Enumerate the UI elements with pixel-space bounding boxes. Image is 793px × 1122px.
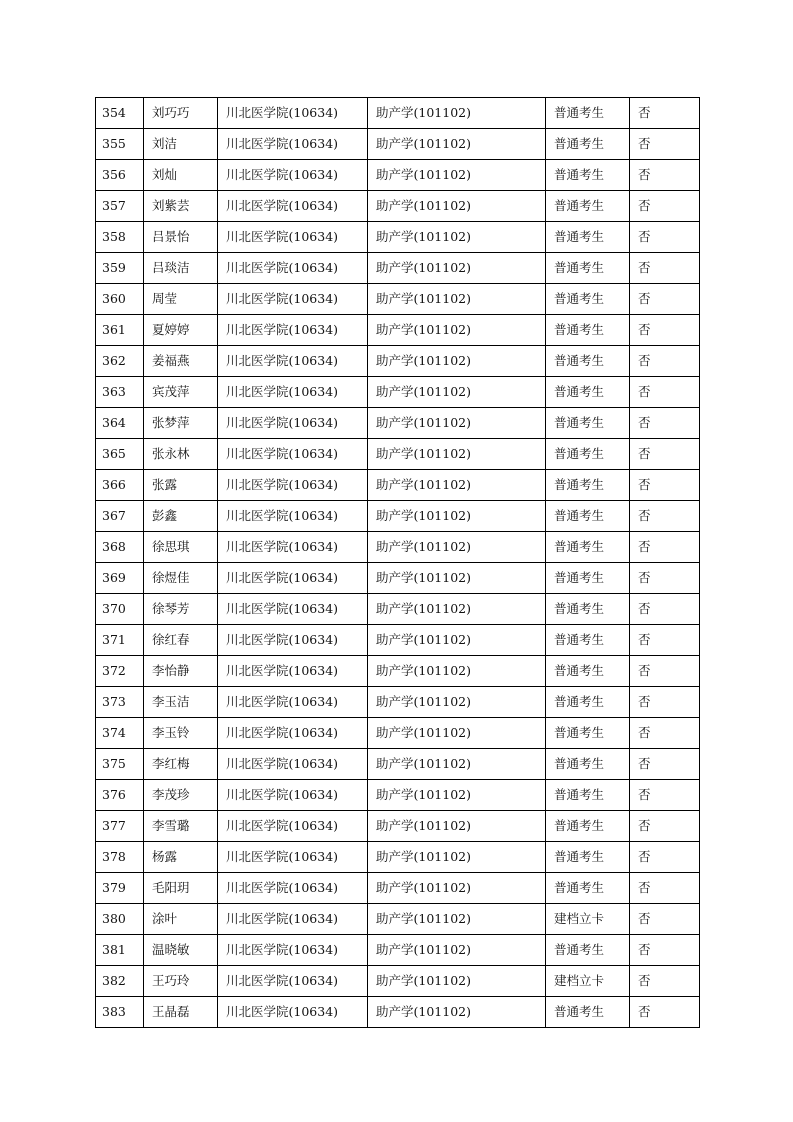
school-name: 川北医学院(10634) — [218, 563, 368, 594]
school-name: 川北医学院(10634) — [218, 532, 368, 563]
table-row — [96, 749, 700, 780]
row-number: 370 — [96, 594, 144, 625]
applicant-type: 普通考生 — [546, 501, 630, 532]
flag-value: 否 — [630, 377, 700, 408]
school-name: 川北医学院(10634) — [218, 470, 368, 501]
applicant-type: 普通考生 — [546, 346, 630, 377]
student-name: 刘紫芸 — [144, 191, 218, 222]
row-number: 354 — [96, 98, 144, 129]
row-number: 371 — [96, 625, 144, 656]
row-number: 356 — [96, 160, 144, 191]
flag-value: 否 — [630, 563, 700, 594]
flag-value: 否 — [630, 501, 700, 532]
major-name: 助产学(101102) — [368, 563, 546, 594]
school-name: 川北医学院(10634) — [218, 811, 368, 842]
flag-value: 否 — [630, 997, 700, 1028]
student-name: 李怡静 — [144, 656, 218, 687]
flag-value: 否 — [630, 222, 700, 253]
table-row — [96, 501, 700, 532]
school-name: 川北医学院(10634) — [218, 253, 368, 284]
flag-value: 否 — [630, 780, 700, 811]
table-row — [96, 563, 700, 594]
student-name: 李雪璐 — [144, 811, 218, 842]
flag-value: 否 — [630, 284, 700, 315]
table-row — [96, 408, 700, 439]
student-name: 周莹 — [144, 284, 218, 315]
table-row — [96, 625, 700, 656]
flag-value: 否 — [630, 687, 700, 718]
applicant-type: 普通考生 — [546, 377, 630, 408]
applicant-type: 普通考生 — [546, 749, 630, 780]
applicant-type: 普通考生 — [546, 129, 630, 160]
row-number: 369 — [96, 563, 144, 594]
major-name: 助产学(101102) — [368, 346, 546, 377]
flag-value: 否 — [630, 532, 700, 563]
student-name: 吕琰洁 — [144, 253, 218, 284]
row-number: 376 — [96, 780, 144, 811]
table-row — [96, 439, 700, 470]
row-number: 366 — [96, 470, 144, 501]
row-number: 358 — [96, 222, 144, 253]
student-name: 李红梅 — [144, 749, 218, 780]
applicant-type: 普通考生 — [546, 191, 630, 222]
table-row — [96, 532, 700, 563]
school-name: 川北医学院(10634) — [218, 749, 368, 780]
applicant-type: 普通考生 — [546, 222, 630, 253]
applicant-type: 普通考生 — [546, 408, 630, 439]
row-number: 363 — [96, 377, 144, 408]
school-name: 川北医学院(10634) — [218, 873, 368, 904]
table-row — [96, 935, 700, 966]
table-row — [96, 191, 700, 222]
major-name: 助产学(101102) — [368, 656, 546, 687]
applicant-type: 普通考生 — [546, 563, 630, 594]
flag-value: 否 — [630, 408, 700, 439]
student-name: 李玉铃 — [144, 718, 218, 749]
flag-value: 否 — [630, 315, 700, 346]
major-name: 助产学(101102) — [368, 687, 546, 718]
student-name: 姜福燕 — [144, 346, 218, 377]
row-number: 368 — [96, 532, 144, 563]
flag-value: 否 — [630, 966, 700, 997]
school-name: 川北医学院(10634) — [218, 129, 368, 160]
major-name: 助产学(101102) — [368, 284, 546, 315]
major-name: 助产学(101102) — [368, 315, 546, 346]
major-name: 助产学(101102) — [368, 749, 546, 780]
flag-value: 否 — [630, 749, 700, 780]
row-number: 382 — [96, 966, 144, 997]
major-name: 助产学(101102) — [368, 873, 546, 904]
student-name: 徐琴芳 — [144, 594, 218, 625]
table-row — [96, 842, 700, 873]
admission-table — [95, 97, 700, 1028]
school-name: 川北医学院(10634) — [218, 780, 368, 811]
student-name: 张永林 — [144, 439, 218, 470]
student-name: 毛阳玥 — [144, 873, 218, 904]
flag-value: 否 — [630, 625, 700, 656]
applicant-type: 普通考生 — [546, 253, 630, 284]
row-number: 355 — [96, 129, 144, 160]
major-name: 助产学(101102) — [368, 625, 546, 656]
major-name: 助产学(101102) — [368, 253, 546, 284]
table-row — [96, 594, 700, 625]
row-number: 362 — [96, 346, 144, 377]
row-number: 367 — [96, 501, 144, 532]
flag-value: 否 — [630, 98, 700, 129]
flag-value: 否 — [630, 904, 700, 935]
row-number: 360 — [96, 284, 144, 315]
school-name: 川北医学院(10634) — [218, 98, 368, 129]
student-name: 张梦萍 — [144, 408, 218, 439]
major-name: 助产学(101102) — [368, 780, 546, 811]
row-number: 357 — [96, 191, 144, 222]
major-name: 助产学(101102) — [368, 594, 546, 625]
major-name: 助产学(101102) — [368, 811, 546, 842]
major-name: 助产学(101102) — [368, 222, 546, 253]
applicant-type: 普通考生 — [546, 780, 630, 811]
row-number: 383 — [96, 997, 144, 1028]
table-row — [96, 98, 700, 129]
school-name: 川北医学院(10634) — [218, 222, 368, 253]
row-number: 375 — [96, 749, 144, 780]
table-row — [96, 470, 700, 501]
major-name: 助产学(101102) — [368, 997, 546, 1028]
row-number: 365 — [96, 439, 144, 470]
table-row — [96, 811, 700, 842]
school-name: 川北医学院(10634) — [218, 656, 368, 687]
row-number: 359 — [96, 253, 144, 284]
flag-value: 否 — [630, 129, 700, 160]
table-row — [96, 129, 700, 160]
school-name: 川北医学院(10634) — [218, 997, 368, 1028]
flag-value: 否 — [630, 346, 700, 377]
applicant-type: 普通考生 — [546, 532, 630, 563]
row-number: 380 — [96, 904, 144, 935]
table-row — [96, 253, 700, 284]
flag-value: 否 — [630, 253, 700, 284]
row-number: 378 — [96, 842, 144, 873]
table-row — [96, 780, 700, 811]
applicant-type: 普通考生 — [546, 656, 630, 687]
major-name: 助产学(101102) — [368, 532, 546, 563]
table-row — [96, 873, 700, 904]
student-name: 徐思琪 — [144, 532, 218, 563]
table-row — [96, 966, 700, 997]
school-name: 川北医学院(10634) — [218, 842, 368, 873]
applicant-type: 普通考生 — [546, 625, 630, 656]
flag-value: 否 — [630, 873, 700, 904]
flag-value: 否 — [630, 656, 700, 687]
row-number: 381 — [96, 935, 144, 966]
applicant-type: 普通考生 — [546, 811, 630, 842]
flag-value: 否 — [630, 160, 700, 191]
student-name: 张露 — [144, 470, 218, 501]
row-number: 379 — [96, 873, 144, 904]
table-row — [96, 656, 700, 687]
major-name: 助产学(101102) — [368, 191, 546, 222]
student-name: 李玉洁 — [144, 687, 218, 718]
student-name: 李茂珍 — [144, 780, 218, 811]
row-number: 361 — [96, 315, 144, 346]
major-name: 助产学(101102) — [368, 904, 546, 935]
student-name: 王巧玲 — [144, 966, 218, 997]
row-number: 364 — [96, 408, 144, 439]
applicant-type: 普通考生 — [546, 284, 630, 315]
major-name: 助产学(101102) — [368, 408, 546, 439]
row-number: 374 — [96, 718, 144, 749]
flag-value: 否 — [630, 594, 700, 625]
applicant-type: 建档立卡 — [546, 904, 630, 935]
major-name: 助产学(101102) — [368, 842, 546, 873]
major-name: 助产学(101102) — [368, 439, 546, 470]
student-name: 杨露 — [144, 842, 218, 873]
flag-value: 否 — [630, 439, 700, 470]
applicant-type: 普通考生 — [546, 470, 630, 501]
school-name: 川北医学院(10634) — [218, 439, 368, 470]
school-name: 川北医学院(10634) — [218, 501, 368, 532]
major-name: 助产学(101102) — [368, 160, 546, 191]
school-name: 川北医学院(10634) — [218, 966, 368, 997]
major-name: 助产学(101102) — [368, 501, 546, 532]
student-name: 夏婷婷 — [144, 315, 218, 346]
applicant-type: 普通考生 — [546, 439, 630, 470]
student-name: 王晶磊 — [144, 997, 218, 1028]
student-name: 徐红春 — [144, 625, 218, 656]
flag-value: 否 — [630, 718, 700, 749]
student-name: 涂叶 — [144, 904, 218, 935]
student-name: 彭鑫 — [144, 501, 218, 532]
applicant-type: 普通考生 — [546, 935, 630, 966]
applicant-type: 建档立卡 — [546, 966, 630, 997]
student-name: 宾茂萍 — [144, 377, 218, 408]
flag-value: 否 — [630, 191, 700, 222]
table-body — [96, 98, 700, 1028]
school-name: 川北医学院(10634) — [218, 904, 368, 935]
school-name: 川北医学院(10634) — [218, 594, 368, 625]
applicant-type: 普通考生 — [546, 315, 630, 346]
student-name: 吕景怡 — [144, 222, 218, 253]
applicant-type: 普通考生 — [546, 160, 630, 191]
flag-value: 否 — [630, 470, 700, 501]
major-name: 助产学(101102) — [368, 718, 546, 749]
major-name: 助产学(101102) — [368, 377, 546, 408]
applicant-type: 普通考生 — [546, 718, 630, 749]
school-name: 川北医学院(10634) — [218, 191, 368, 222]
student-name: 温晓敏 — [144, 935, 218, 966]
table-row — [96, 222, 700, 253]
table-row — [96, 160, 700, 191]
table-row — [96, 687, 700, 718]
flag-value: 否 — [630, 811, 700, 842]
student-name: 刘洁 — [144, 129, 218, 160]
school-name: 川北医学院(10634) — [218, 315, 368, 346]
school-name: 川北医学院(10634) — [218, 718, 368, 749]
table-row — [96, 315, 700, 346]
row-number: 373 — [96, 687, 144, 718]
major-name: 助产学(101102) — [368, 98, 546, 129]
applicant-type: 普通考生 — [546, 997, 630, 1028]
applicant-type: 普通考生 — [546, 687, 630, 718]
applicant-type: 普通考生 — [546, 873, 630, 904]
applicant-type: 普通考生 — [546, 842, 630, 873]
major-name: 助产学(101102) — [368, 470, 546, 501]
student-name: 刘灿 — [144, 160, 218, 191]
school-name: 川北医学院(10634) — [218, 377, 368, 408]
row-number: 372 — [96, 656, 144, 687]
school-name: 川北医学院(10634) — [218, 160, 368, 191]
applicant-type: 普通考生 — [546, 98, 630, 129]
student-name: 徐煜佳 — [144, 563, 218, 594]
major-name: 助产学(101102) — [368, 935, 546, 966]
school-name: 川北医学院(10634) — [218, 408, 368, 439]
table-row — [96, 377, 700, 408]
major-name: 助产学(101102) — [368, 129, 546, 160]
table-row — [96, 284, 700, 315]
major-name: 助产学(101102) — [368, 966, 546, 997]
school-name: 川北医学院(10634) — [218, 625, 368, 656]
school-name: 川北医学院(10634) — [218, 284, 368, 315]
applicant-type: 普通考生 — [546, 594, 630, 625]
student-name: 刘巧巧 — [144, 98, 218, 129]
school-name: 川北医学院(10634) — [218, 687, 368, 718]
row-number: 377 — [96, 811, 144, 842]
table-row — [96, 718, 700, 749]
table-row — [96, 904, 700, 935]
flag-value: 否 — [630, 842, 700, 873]
flag-value: 否 — [630, 935, 700, 966]
school-name: 川北医学院(10634) — [218, 935, 368, 966]
table-row — [96, 997, 700, 1028]
school-name: 川北医学院(10634) — [218, 346, 368, 377]
table-row — [96, 346, 700, 377]
